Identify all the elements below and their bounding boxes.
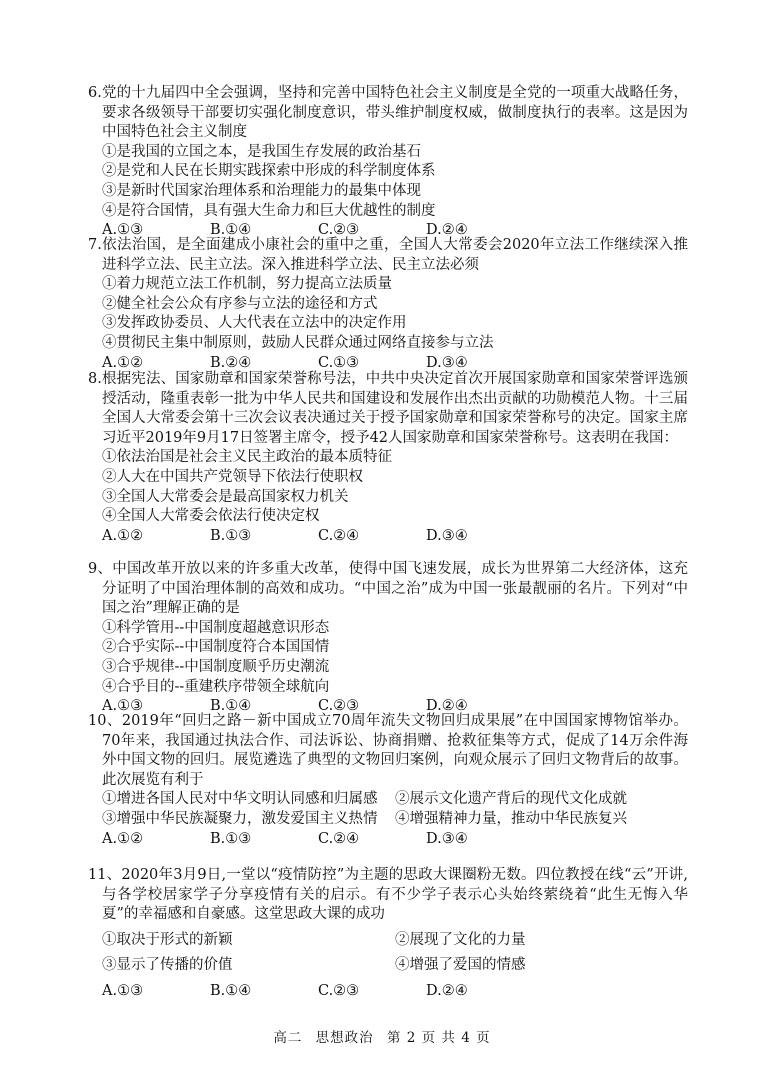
answer-a[interactable]: A.①③ [102, 698, 144, 715]
option-3: ③显示了传播的价值 [102, 957, 233, 974]
question-stem: 8.根据宪法、国家勋章和国家荣誉称号法，中共中央决定首次开展国家勋章和国家荣誉评选颁授活动，隆重表彰一批为中华人民共和国建设和发展作出杰出贡献的功勋模范人物。十三届全国人大常委会第十三次会议表决通过关于授予国家勋章和国家荣誉称号的决定。国家主席习近平2019年9月17日签署主席令，授予42人国家勋章和国家荣誉称号。这表明在我国： [88, 371, 688, 446]
answer-c[interactable]: C.②④ [318, 830, 360, 847]
answer-b[interactable]: B.①③ [210, 527, 252, 544]
option-row [88, 931, 688, 951]
option-row [88, 956, 688, 976]
answer-c[interactable]: C.②③ [318, 222, 360, 239]
option-1: ①着力规范立法工作机制，努力提高立法质量 [102, 276, 392, 293]
answer-b[interactable]: B.①④ [210, 982, 252, 999]
answer-b[interactable]: B.①④ [210, 222, 252, 239]
option-4: ④合乎目的--重建秩序带领全球航向 [102, 678, 330, 695]
option-2: ②健全社会公众有序参与立法的途径和方式 [102, 295, 378, 312]
question-9 [88, 560, 688, 717]
option-3: ③合乎规律--中国制度顺乎历史潮流 [102, 658, 330, 675]
answer-b[interactable]: B.①③ [210, 830, 252, 847]
answer-c[interactable]: C.②③ [318, 982, 360, 999]
answer-a[interactable]: A.①② [102, 354, 144, 371]
answer-d[interactable]: D.③④ [426, 527, 468, 544]
footer-subject: 思想政治 [315, 1030, 374, 1046]
answer-d[interactable]: D.②④ [426, 222, 468, 239]
option-1: ①是我国的立国之本，是我国生存发展的政治基石 [102, 143, 421, 160]
answer-c[interactable]: C.②③ [318, 698, 360, 715]
answer-a[interactable]: A.①② [102, 527, 144, 544]
answer-b[interactable]: B.②④ [210, 354, 252, 371]
question-stem: 7.依法治国，是全面建成小康社会的重中之重，全国人大常委会2020年立法工作继续深入推进科学立法、民主立法。深入推进科学立法、民主立法必须 [88, 237, 688, 273]
option-row [88, 790, 688, 810]
question-6 [88, 84, 688, 241]
question-stem: 9、中国改革开放以来的许多重大改革，使得中国飞速发展，成长为世界第二大经济体，这充分证明了中国治理体制的高效和成功。“中国之治”成为中国一张最靓丽的名片。下列对“中国之治”理解正确的是 [88, 561, 688, 617]
option-3: ③是新时代国家治理体系和治理能力的最集中体现 [102, 182, 421, 199]
question-stem: 10、2019年“回归之路－新中国成立70周年流失文物回归成果展”在中国国家博物馆举办。70年来，我国通过执法合作、司法诉讼、协商捐赠、抢救征集等方式，促成了14万余件海外中国文物的回归。展览遴选了典型的文物回归案例，向观众展示了回归文物背后的故事。此次展览有利于 [88, 713, 688, 788]
question-8 [88, 370, 688, 546]
answer-choices [88, 527, 688, 547]
option-3: ③全国人大常委会是最高国家权力机关 [102, 488, 349, 505]
option-1: ①增进各国人民对中华文明认同感和归属感 [102, 791, 378, 808]
option-4: ④全国人大常委会依法行使决定权 [102, 508, 320, 525]
option-1: ①科学管用--中国制度超越意识形态 [102, 619, 330, 636]
page-footer [0, 1026, 764, 1046]
question-10 [88, 712, 688, 849]
option-2: ②展示文化遗产背后的现代文化成就 [395, 791, 627, 808]
answer-choices [88, 830, 688, 850]
answer-choices [88, 982, 688, 1002]
footer-grade: 高二 [273, 1030, 303, 1046]
option-1: ①依法治国是社会主义民主政治的最本质特征 [102, 449, 392, 466]
question-7 [88, 236, 688, 373]
option-3: ③增强中华民族凝聚力，激发爱国主义热情 [102, 810, 378, 827]
option-4: ④增强了爱国的情感 [395, 957, 526, 974]
question-stem: 6.党的十九届四中全会强调，坚持和完善中国特色社会主义制度是全党的一项重大战略任务，要求各级领导干部要切实强化制度意识，带头维护制度权威，做制度执行的表率。这是因为中国特色社会主义制度 [88, 85, 688, 141]
option-row [88, 810, 688, 830]
option-2: ②是党和人民在长期实践探索中形成的科学制度体系 [102, 163, 436, 180]
option-3: ③发挥政协委员、人大代表在立法中的决定作用 [102, 315, 407, 332]
answer-c[interactable]: C.②④ [318, 527, 360, 544]
answer-d[interactable]: D.③④ [426, 830, 468, 847]
answer-a[interactable]: A.①③ [102, 982, 144, 999]
answer-a[interactable]: A.①② [102, 830, 144, 847]
option-2: ②合乎实际--中国制度符合本国国情 [102, 639, 330, 656]
option-4: ④增强精神力量，推动中华民族复兴 [395, 810, 627, 827]
question-11 [88, 866, 688, 1002]
answer-a[interactable]: A.①③ [102, 222, 144, 239]
option-4: ④贯彻民主集中制原则，鼓励人民群众通过网络直接参与立法 [102, 334, 494, 351]
option-1: ①取决于形式的新颖 [102, 931, 233, 948]
answer-c[interactable]: C.①③ [318, 354, 360, 371]
footer-page-number: 第 2 页 共 4 页 [386, 1030, 491, 1046]
answer-d[interactable]: D.②④ [426, 698, 468, 715]
answer-b[interactable]: B.①④ [210, 698, 252, 715]
answer-d[interactable]: D.③④ [426, 354, 468, 371]
option-4: ④是符合国情，具有强大生命力和巨大优越性的制度 [102, 202, 436, 219]
option-2: ②人大在中国共产党领导下依法行使职权 [102, 468, 363, 485]
answer-d[interactable]: D.②④ [426, 982, 468, 999]
question-stem: 11、2020年3月9日,一堂以“疫情防控”为主题的思政大课圈粉无数。四位教授在线“云”开讲,与各学校居家学子分享疫情有关的启示。有不少学子表示心头始终萦绕着“此生无悔入华夏”的幸福感和自豪感。这堂思政大课的成功 [88, 867, 688, 923]
option-2: ②展现了文化的力量 [395, 931, 526, 948]
